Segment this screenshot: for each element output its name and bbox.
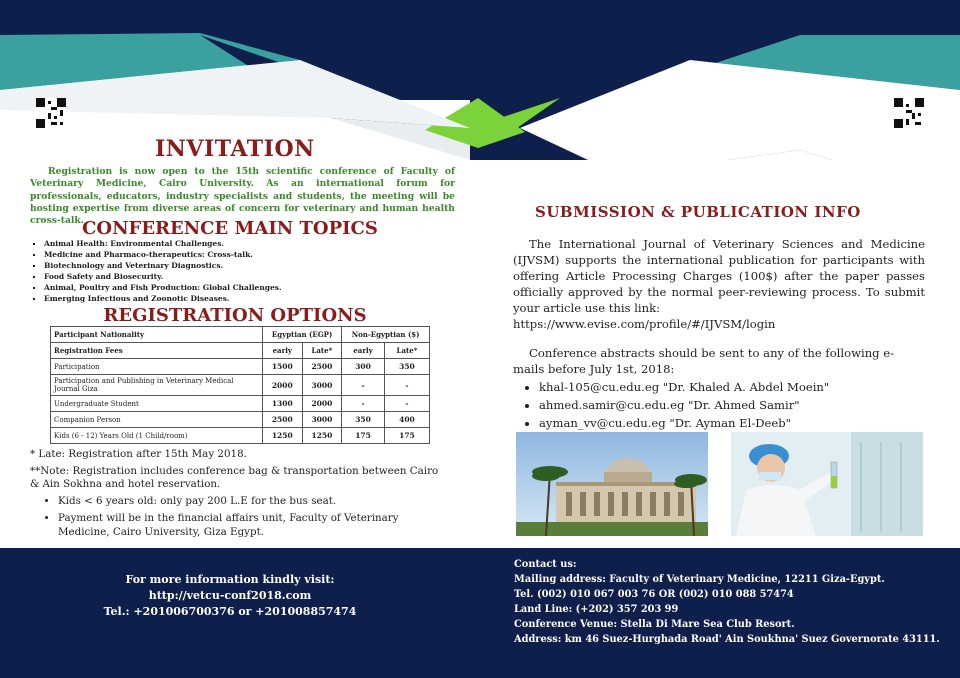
table-cell: Undergraduate Student — [51, 396, 263, 412]
list-item: ▪ Medicine and Pharmaco-therapeutics: Cross-talk. — [44, 249, 364, 260]
submission-paragraph: The International Journal of Veterinary Sciences and Medicine (IJVSM) supports the international publication for participants with offering Article Processing Charges (100$) after the paper passes officially approved by the normal peer-reviewing process. To submit your article use this link: — [513, 237, 925, 315]
laboratory-photo — [731, 432, 923, 536]
table-cell: 2000 — [302, 396, 342, 412]
footer-visit-text: For more information kindly visit: — [125, 573, 335, 586]
table-header-cell: Late* — [302, 343, 342, 359]
table-header-cell: Late* — [384, 343, 429, 359]
contact-heading: Contact us: — [514, 559, 577, 570]
list-item: ▪ Emerging Infectious and Zoonotic Diseases. — [44, 293, 364, 304]
table-cell: 3000 — [302, 412, 342, 428]
conference-venue: Conference Venue: Stella Di Mare Sea Club Resort. — [514, 619, 795, 630]
table-cell: 350 — [384, 359, 429, 375]
footer-website-link[interactable]: http://vetcu-conf2018.com — [148, 589, 312, 602]
table-cell: 2000 — [263, 375, 303, 396]
submission-body — [513, 236, 925, 332]
qr-code-icon — [36, 98, 66, 128]
table-row — [51, 396, 430, 412]
mailing-address: Mailing address: Faculty of Veterinary Medicine, 12211 Giza-Egypt. — [514, 574, 885, 585]
submission-link[interactable]: https://www.evise.com/profile/#/IJVSM/login — [513, 317, 776, 331]
table-header-cell: early — [342, 343, 385, 359]
list-item: ▪ Animal, Poultry and Fish Production: Global Challenges. — [44, 282, 364, 293]
qr-code-icon — [894, 98, 924, 128]
table-header-cell: early — [263, 343, 303, 359]
topics-list — [30, 238, 364, 304]
contact-tel: Tel. (002) 010 067 003 76 OR (002) 010 088 57474 — [514, 589, 794, 600]
university-building-photo — [516, 432, 708, 536]
abstract-intro: Conference abstracts should be sent to any of the following e-mails before July 1st, 2018: — [513, 346, 895, 376]
table-row — [51, 375, 430, 396]
table-row — [51, 412, 430, 428]
table-header-row — [51, 343, 430, 359]
table-header-cell: Non-Egyptian ($) — [342, 327, 430, 343]
table-cell: - — [342, 396, 385, 412]
list-item: ▪ Biotechnology and Veterinary Diagnostics. — [44, 260, 364, 271]
table-cell: - — [342, 375, 385, 396]
table-cell: 1250 — [263, 428, 303, 444]
inclusion-note: **Note: Registration includes conference bag & transportation between Cairo & Ain Sokhna and hotel reservation. — [30, 464, 439, 490]
submission-title: SUBMISSION & PUBLICATION INFO — [535, 203, 861, 221]
late-note: * Late: Registration after 15th May 2018. — [30, 448, 247, 460]
list-item: • Payment will be in the financial affairs unit, Faculty of Veterinary Medicine, Cairo University, Giza Egypt. — [58, 512, 450, 539]
table-row — [51, 428, 430, 444]
list-item: ▪ Food Safety and Biosecurity. — [44, 271, 364, 282]
table-header-cell: Registration Fees — [51, 343, 263, 359]
table-cell: Kids (6 - 12) Years Old (1 Child/room) — [51, 428, 263, 444]
email-contact[interactable]: • ayman_vv@cu.edu.eg "Dr. Ayman El-Deeb" — [539, 415, 925, 431]
registration-notes — [30, 448, 450, 543]
contact-landline: Land Line: (+202) 357 203 99 — [514, 604, 679, 615]
email-list — [513, 379, 925, 431]
table-cell: 2500 — [263, 412, 303, 428]
table-cell: 3000 — [302, 375, 342, 396]
venue-address: Address: km 46 Suez-Hurghada Road' Ain Soukhna' Suez Governorate 43111. — [514, 634, 940, 645]
table-cell: Participation and Publishing in Veterinary Medical Journal Giza — [51, 375, 263, 396]
registration-table — [50, 326, 430, 444]
contact-info — [514, 557, 944, 647]
list-item: ▪ Animal Health: Environmental Challenges. — [44, 238, 364, 249]
table-header-row — [51, 327, 430, 343]
email-contact[interactable]: • khal-105@cu.edu.eg "Dr. Khaled A. Abdel Moein" — [539, 379, 925, 395]
table-cell: Participation — [51, 359, 263, 375]
topics-title: CONFERENCE MAIN TOPICS — [82, 218, 378, 239]
table-cell: - — [384, 375, 429, 396]
table-cell: 300 — [342, 359, 385, 375]
abstract-info — [513, 345, 925, 433]
email-contact[interactable]: • ahmed.samir@cu.edu.eg "Dr. Ahmed Samir" — [539, 397, 925, 413]
table-cell: 350 — [342, 412, 385, 428]
invitation-text: Registration is now open to the 15th scientific conference of Faculty of Veterinary Medicine, Cairo University. As an international forum for professionals, educators, industry specialists and students, the meeting will be hosting expertise from diverse areas of concern for veterinary and human health cross-talk. — [30, 166, 455, 227]
table-cell: 1300 — [263, 396, 303, 412]
table-cell: - — [384, 396, 429, 412]
table-cell: 2500 — [302, 359, 342, 375]
table-cell: 400 — [384, 412, 429, 428]
table-cell: Companion Person — [51, 412, 263, 428]
list-item: • Kids < 6 years old: only pay 200 L.E for the bus seat. — [58, 495, 450, 509]
table-cell: 1250 — [302, 428, 342, 444]
registration-title: REGISTRATION OPTIONS — [103, 305, 367, 326]
table-cell: 175 — [384, 428, 429, 444]
table-cell: 1500 — [263, 359, 303, 375]
table-header-cell: Egyptian (EGP) — [263, 327, 342, 343]
table-header-cell: Participant Nationality — [51, 327, 263, 343]
table-cell: 175 — [342, 428, 385, 444]
invitation-title: INVITATION — [155, 136, 315, 162]
table-row — [51, 359, 430, 375]
footer-phone: Tel.: +201006700376 or +201008857474 — [103, 605, 357, 618]
notes-list — [30, 495, 450, 540]
footer-info — [60, 572, 400, 620]
